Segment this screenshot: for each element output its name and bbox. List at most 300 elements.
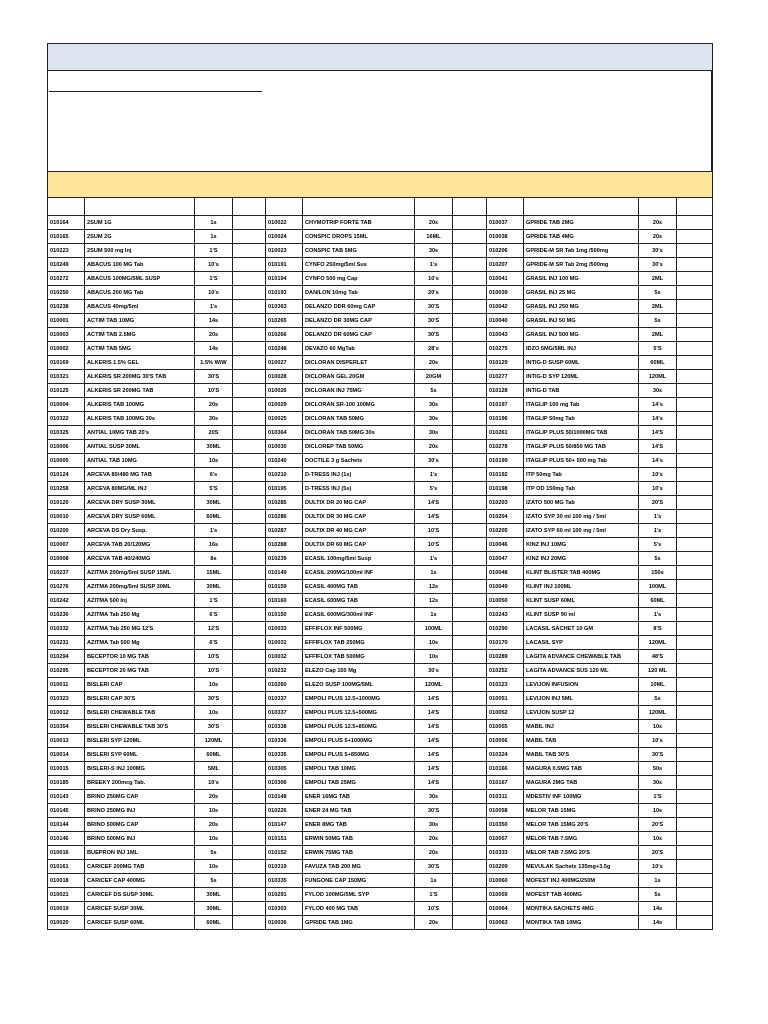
item-name-cell: MABIL TAB <box>524 734 639 748</box>
pack-size-cell: 14'S <box>639 440 677 454</box>
code-cell: 010016 <box>48 846 85 860</box>
pack-size-cell: 10's <box>639 734 677 748</box>
empty-cell <box>677 650 713 664</box>
code-cell: 010031 <box>266 636 303 650</box>
pack-size-cell: 120ML <box>639 370 677 384</box>
code-cell: 010260 <box>266 678 303 692</box>
pack-size-cell: 30's <box>415 454 453 468</box>
empty-cell <box>677 874 713 888</box>
pack-size-cell: 20s <box>195 818 233 832</box>
code-cell: 010006 <box>48 440 85 454</box>
empty-cell <box>453 286 487 300</box>
empty-cell <box>233 454 266 468</box>
pack-size-cell: 10s <box>195 860 233 874</box>
empty-cell <box>677 496 713 510</box>
item-name-cell: DELANZO DR 30MG CAP <box>303 314 415 328</box>
code-cell: 010319 <box>266 860 303 874</box>
item-name-cell: EMPOLI TAB 10MG <box>303 762 415 776</box>
item-name-cell: ENER 8MG TAB <box>303 818 415 832</box>
item-name-cell: EMPOLI PLUS 5+1000MG <box>303 734 415 748</box>
code-cell: 010275 <box>487 342 524 356</box>
empty-cell <box>677 524 713 538</box>
code-cell: 010332 <box>48 622 85 636</box>
pack-size-cell: 30ML <box>195 440 233 454</box>
empty-cell <box>677 356 713 370</box>
code-cell: 010321 <box>48 370 85 384</box>
code-cell: 010151 <box>266 832 303 846</box>
pack-size-cell: 1'S <box>195 272 233 286</box>
empty-cell <box>453 832 487 846</box>
item-name-cell: ERWIN 75MG TAB <box>303 846 415 860</box>
pack-size-cell: 1s <box>195 216 233 230</box>
code-cell: 010209 <box>487 860 524 874</box>
code-cell: 010338 <box>266 720 303 734</box>
item-name-cell: ALKERIS 1.5% GEL <box>85 356 195 370</box>
empty-cell <box>233 216 266 230</box>
code-cell: 010047 <box>487 552 524 566</box>
table-row <box>48 426 713 440</box>
empty-cell <box>453 748 487 762</box>
table-row <box>48 762 713 776</box>
table-row <box>48 216 713 230</box>
pack-size-cell: 14s <box>195 342 233 356</box>
empty-cell <box>453 384 487 398</box>
item-name-cell: MONTIKA TAB 10MG <box>524 916 639 930</box>
code-cell: 010290 <box>487 622 524 636</box>
table-row <box>48 244 713 258</box>
table-body <box>48 44 713 930</box>
empty-cell <box>677 468 713 482</box>
empty-cell <box>233 468 266 482</box>
empty-cell <box>233 594 266 608</box>
code-cell: 010041 <box>487 272 524 286</box>
item-name-cell: ITAGLIP 50mg Tab <box>524 412 639 426</box>
table-row <box>48 902 713 916</box>
code-cell: 010025 <box>266 412 303 426</box>
pack-size-cell: 10's <box>415 272 453 286</box>
item-name-cell: MAGURA 0.5MG TAB <box>524 762 639 776</box>
pack-size-cell: 100ML <box>415 622 453 636</box>
item-name-cell: DOCTILE 3 g Sachets <box>303 454 415 468</box>
table-row <box>48 272 713 286</box>
empty-cell <box>677 832 713 846</box>
table-row <box>48 664 713 678</box>
table-row <box>48 300 713 314</box>
empty-cell <box>677 510 713 524</box>
empty-cell <box>677 314 713 328</box>
item-name-cell: BISLERI CAP <box>85 678 195 692</box>
item-name-cell: INTIG-D TAB <box>524 384 639 398</box>
empty-cell <box>233 482 266 496</box>
empty-cell <box>677 244 713 258</box>
item-name-cell: ACTIM TAB 5MG <box>85 342 195 356</box>
pack-size-cell: 1'S <box>415 888 453 902</box>
item-name-cell: ARCEVA TAB 20/120MG <box>85 538 195 552</box>
code-cell: 010146 <box>48 832 85 846</box>
code-cell: 010022 <box>266 216 303 230</box>
table-row <box>48 804 713 818</box>
empty-cell <box>677 706 713 720</box>
pack-size-cell: 60ML <box>195 916 233 930</box>
pack-size-cell: 10ML <box>639 678 677 692</box>
code-cell: 010023 <box>266 244 303 258</box>
code-cell: 010124 <box>48 468 85 482</box>
item-name-cell: ECASIL 600MG/300ml INF <box>303 608 415 622</box>
pack-size-cell: 14'S <box>415 720 453 734</box>
item-name-cell: LEVIJON SUSP 12 <box>524 706 639 720</box>
item-name-cell: INTIG-D SUSP 60ML <box>524 356 639 370</box>
pack-size-cell: 30s <box>415 244 453 258</box>
empty-cell <box>677 720 713 734</box>
item-name-cell: ARCEVA 80/480 MG TAB <box>85 468 195 482</box>
table-row <box>48 440 713 454</box>
pack-size-cell: 1's <box>639 608 677 622</box>
pack-size-cell: 10'S <box>195 384 233 398</box>
code-cell: 010120 <box>48 496 85 510</box>
pack-size-cell: 12s <box>415 580 453 594</box>
table-row <box>48 258 713 272</box>
item-name-cell: CYNFO 250mg/5ml Sus <box>303 258 415 272</box>
item-name-cell: BRINO 500MG INJ <box>85 832 195 846</box>
item-name-cell: ACTIM TAB 10MG <box>85 314 195 328</box>
pack-size-cell: 14'S <box>415 692 453 706</box>
item-name-cell: LAGITA ADVANCE SUS 120 ML <box>524 664 639 678</box>
item-name-cell: KINZ INJ 20MG <box>524 552 639 566</box>
pack-size-cell: 8'S <box>639 622 677 636</box>
item-name-cell: GPRIDE-M SR Tab 2mg /500mg <box>524 258 639 272</box>
item-name-cell: DEVAZO 60 MgTab <box>303 342 415 356</box>
empty-cell <box>233 790 266 804</box>
item-name-cell: ITP 50mg Tab <box>524 468 639 482</box>
pack-size-cell: 60ML <box>639 594 677 608</box>
pack-size-cell: 5ML <box>195 762 233 776</box>
empty-cell <box>233 818 266 832</box>
item-name-cell: BISLERI CHEWABLE TAB <box>85 706 195 720</box>
code-cell: 010239 <box>266 552 303 566</box>
code-cell: 010144 <box>48 818 85 832</box>
code-cell: 010323 <box>48 692 85 706</box>
pack-size-cell: 1'S <box>195 594 233 608</box>
empty-cell <box>677 594 713 608</box>
pack-size-cell: 14's <box>639 454 677 468</box>
code-cell: 010123 <box>487 678 524 692</box>
item-name-cell: CARICEF DS SUSP 30ML <box>85 888 195 902</box>
code-cell: 010027 <box>266 356 303 370</box>
empty-cell <box>233 342 266 356</box>
item-name-cell: EFFIFLOX TAB 500MG <box>303 650 415 664</box>
code-cell: 010166 <box>487 762 524 776</box>
empty-cell <box>453 342 487 356</box>
pack-size-cell: 1.5% W/W <box>195 356 233 370</box>
pack-size-cell: 20s <box>415 356 453 370</box>
code-cell: 010242 <box>48 594 85 608</box>
item-name-cell: BISLERI SYP 120ML <box>85 734 195 748</box>
empty-cell <box>677 552 713 566</box>
table-row <box>48 468 713 482</box>
code-cell: 010286 <box>266 510 303 524</box>
pack-size-cell: 10s <box>195 706 233 720</box>
table-row <box>48 314 713 328</box>
pack-size-cell: 14's <box>639 412 677 426</box>
item-name-cell: ITAGLIP PLUS 50/850 MG TAB <box>524 440 639 454</box>
item-name-cell: MELOR TAB 7.5MG 20'S <box>524 846 639 860</box>
empty-cell <box>453 510 487 524</box>
item-name-cell: BECEPTOR 10 MG TAB <box>85 650 195 664</box>
code-cell: 010148 <box>266 790 303 804</box>
pack-size-cell: 120ML <box>415 678 453 692</box>
code-cell: 010193 <box>266 286 303 300</box>
table-row <box>48 748 713 762</box>
code-cell: 010064 <box>487 902 524 916</box>
empty-cell <box>677 398 713 412</box>
table-row <box>48 678 713 692</box>
code-cell: 010249 <box>48 258 85 272</box>
table-row <box>48 706 713 720</box>
empty-cell <box>677 608 713 622</box>
empty-cell <box>233 720 266 734</box>
item-name-cell: AZITMA Tab 500 Mg <box>85 636 195 650</box>
table-row <box>48 636 713 650</box>
item-name-cell: LEVIJON INFUSION <box>524 678 639 692</box>
item-name-cell: BREEKY 200mcg Tab. <box>85 776 195 790</box>
code-cell: 010337 <box>266 692 303 706</box>
item-name-cell: KLINT SUSP 60ML <box>524 594 639 608</box>
item-name-cell: DICLOREP TAB 50MG <box>303 440 415 454</box>
code-cell: 010012 <box>48 706 85 720</box>
empty-cell <box>233 874 266 888</box>
pack-size-cell: 1s <box>415 608 453 622</box>
empty-cell <box>233 692 266 706</box>
table-row <box>48 874 713 888</box>
empty-cell <box>453 580 487 594</box>
code-cell: 010125 <box>48 384 85 398</box>
code-cell: 010021 <box>48 888 85 902</box>
item-name-cell: IZATO SYP 60 ml 100 mg / 5ml <box>524 524 639 538</box>
code-cell: 010032 <box>266 650 303 664</box>
code-cell: 010007 <box>48 538 85 552</box>
code-cell: 010354 <box>48 720 85 734</box>
code-cell: 010289 <box>487 650 524 664</box>
empty-cell <box>677 664 713 678</box>
code-cell: 010248 <box>266 342 303 356</box>
pack-size-cell: 1s <box>415 874 453 888</box>
code-cell: 010311 <box>487 790 524 804</box>
code-cell: 010350 <box>487 818 524 832</box>
pack-size-cell: 20s <box>415 832 453 846</box>
pack-size-cell: 10s <box>639 804 677 818</box>
code-cell: 010143 <box>48 790 85 804</box>
code-cell: 010278 <box>487 440 524 454</box>
price-list-table <box>47 43 713 930</box>
table-row <box>48 412 713 426</box>
code-cell: 010238 <box>48 300 85 314</box>
empty-cell <box>677 622 713 636</box>
empty-cell <box>233 552 266 566</box>
pack-size-cell: 20's <box>415 286 453 300</box>
pack-size-cell: 5's <box>415 482 453 496</box>
empty-cell <box>677 230 713 244</box>
empty-cell <box>677 804 713 818</box>
empty-cell <box>453 230 487 244</box>
pack-size-cell: 14'S <box>415 762 453 776</box>
table-row <box>48 286 713 300</box>
item-name-cell: 2SUM 500 mg Inj <box>85 244 195 258</box>
pack-size-cell: 2ML <box>639 272 677 286</box>
table-row <box>48 398 713 412</box>
pack-size-cell: 10's <box>195 286 233 300</box>
pack-size-cell: 1's <box>195 524 233 538</box>
empty-cell <box>233 608 266 622</box>
code-cell: 010010 <box>48 510 85 524</box>
pack-size-cell: 14'S <box>415 706 453 720</box>
code-cell: 010336 <box>266 734 303 748</box>
code-cell: 010040 <box>487 314 524 328</box>
item-name-cell: IZATO SYP 30 ml 100 mg / 5ml <box>524 510 639 524</box>
pack-size-cell: 20'S <box>639 818 677 832</box>
item-name-cell: MDESTIV INF 100MG <box>524 790 639 804</box>
pack-size-cell: 48'S <box>639 650 677 664</box>
item-name-cell: GPRIDE TAB 1MG <box>303 916 415 930</box>
empty-cell <box>677 846 713 860</box>
empty-cell <box>453 356 487 370</box>
code-cell: 010057 <box>487 832 524 846</box>
empty-cell <box>453 566 487 580</box>
item-name-cell: ANTIAL 10MG TAB 20's <box>85 426 195 440</box>
empty-cell <box>453 454 487 468</box>
pack-size-cell: 30's <box>415 664 453 678</box>
empty-cell <box>233 846 266 860</box>
empty-cell <box>677 538 713 552</box>
pack-size-cell: 30'S <box>195 720 233 734</box>
empty-cell <box>233 888 266 902</box>
empty-cell <box>453 762 487 776</box>
pack-size-cell: 1s <box>195 230 233 244</box>
pack-size-cell: 30s <box>415 426 453 440</box>
code-cell: 010335 <box>266 874 303 888</box>
item-name-cell: IZATO 500 MG Tab <box>524 496 639 510</box>
code-cell: 010028 <box>266 370 303 384</box>
empty-cell <box>453 888 487 902</box>
code-cell: 010258 <box>48 482 85 496</box>
empty-cell <box>233 776 266 790</box>
pack-size-cell: 5s <box>639 888 677 902</box>
pack-size-cell: 12'S <box>195 622 233 636</box>
item-name-cell: BISLERI CAP 30'S <box>85 692 195 706</box>
item-name-cell: BRINO 250MG INJ <box>85 804 195 818</box>
code-cell: 010129 <box>487 356 524 370</box>
item-name-cell: ERWIN 50MG TAB <box>303 832 415 846</box>
code-cell: 010004 <box>48 398 85 412</box>
code-cell: 010037 <box>487 216 524 230</box>
item-name-cell: GRASIL INJ 25 MG <box>524 286 639 300</box>
table-row <box>48 538 713 552</box>
empty-cell <box>233 440 266 454</box>
pack-size-cell: 14s <box>639 916 677 930</box>
pack-size-cell: 20'S <box>639 846 677 860</box>
code-cell: 010223 <box>48 244 85 258</box>
item-name-cell: D-TRESS INJ (5s) <box>303 482 415 496</box>
empty-cell <box>677 678 713 692</box>
pack-size-cell: 10's <box>195 776 233 790</box>
table-row <box>48 888 713 902</box>
empty-cell <box>453 818 487 832</box>
empty-cell <box>453 496 487 510</box>
code-cell: 010039 <box>487 286 524 300</box>
item-name-cell: KLINT INJ 100ML <box>524 580 639 594</box>
code-cell: 010322 <box>48 412 85 426</box>
item-name-cell: ECASIL 100mg/5ml Susp <box>303 552 415 566</box>
item-name-cell: CARICEF SUSP 30ML <box>85 902 195 916</box>
pack-size-cell: 60ML <box>195 510 233 524</box>
code-cell: 010185 <box>48 776 85 790</box>
code-cell: 010014 <box>48 748 85 762</box>
item-name-cell: DULTIX DR 40 MG CAP <box>303 524 415 538</box>
pack-size-cell: 5s <box>639 552 677 566</box>
empty-header-row <box>48 198 713 216</box>
pack-size-cell: 10s <box>195 454 233 468</box>
pack-size-cell: 6'S <box>195 636 233 650</box>
item-name-cell: GRASIL INJ 500 MG <box>524 328 639 342</box>
code-cell: 010335 <box>266 748 303 762</box>
code-cell: 010030 <box>266 440 303 454</box>
item-name-cell: MOFEST TAB 400MG <box>524 888 639 902</box>
empty-cell <box>233 370 266 384</box>
empty-cell <box>233 272 266 286</box>
table-row <box>48 594 713 608</box>
empty-cell <box>453 776 487 790</box>
code-cell: 010020 <box>48 916 85 930</box>
code-cell: 010164 <box>48 216 85 230</box>
empty-cell <box>233 748 266 762</box>
item-name-cell: AZITMA Tab 250 Mg <box>85 608 195 622</box>
code-cell: 010024 <box>266 230 303 244</box>
item-name-cell: EMPOLI PLUS 12.5+1000MG <box>303 692 415 706</box>
code-cell: 010210 <box>266 468 303 482</box>
pack-size-cell: 5'S <box>195 482 233 496</box>
pack-size-cell: 30s <box>415 818 453 832</box>
code-cell: 010192 <box>487 468 524 482</box>
code-cell: 010015 <box>48 762 85 776</box>
code-cell: 010240 <box>266 454 303 468</box>
empty-cell <box>233 706 266 720</box>
code-cell: 010149 <box>266 566 303 580</box>
pack-size-cell: 10'S <box>195 664 233 678</box>
item-name-cell: ENER 16MG TAB <box>303 790 415 804</box>
empty-cell <box>453 594 487 608</box>
code-cell: 010013 <box>48 734 85 748</box>
table-row <box>48 342 713 356</box>
pack-size-cell: 10'S <box>415 902 453 916</box>
item-name-cell: MABIL INJ <box>524 720 639 734</box>
empty-cell <box>233 580 266 594</box>
empty-cell <box>233 650 266 664</box>
code-cell: 010043 <box>487 328 524 342</box>
pack-size-cell: 20s <box>415 916 453 930</box>
code-cell: 010055 <box>487 720 524 734</box>
pack-size-cell: 6's <box>195 468 233 482</box>
pack-size-cell: 20s <box>415 846 453 860</box>
pack-size-cell: 30'S <box>195 370 233 384</box>
pack-size-cell: 5'S <box>639 342 677 356</box>
code-cell: 010063 <box>487 916 524 930</box>
empty-cell <box>233 496 266 510</box>
empty-cell <box>233 762 266 776</box>
pack-size-cell: 16s <box>195 538 233 552</box>
code-cell: 010199 <box>487 454 524 468</box>
item-name-cell: ALKERIS TAB 100MG <box>85 398 195 412</box>
empty-cell <box>677 734 713 748</box>
empty-cell <box>233 258 266 272</box>
